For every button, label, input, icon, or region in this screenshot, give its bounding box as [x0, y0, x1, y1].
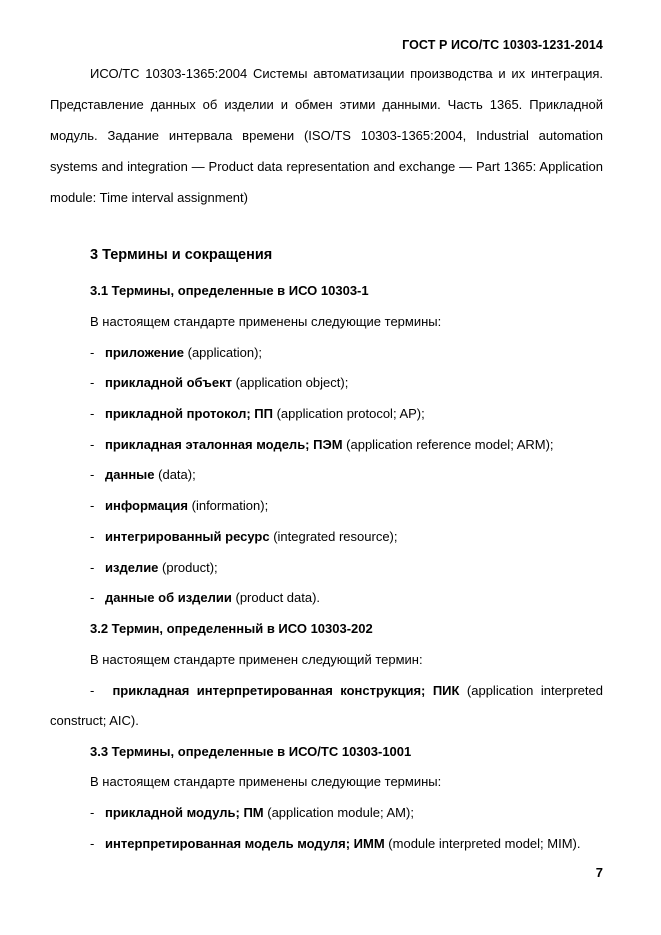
subsection-3-1-intro: В настоящем стандарте применены следующие термины:: [90, 314, 442, 329]
term-item: [90, 836, 580, 851]
term-bold: прикладной протокол; ПП: [105, 406, 273, 421]
term-bold: данные: [105, 467, 155, 482]
bullet-dash: -: [90, 560, 95, 575]
term-bold: прикладной модуль; ПМ: [105, 805, 264, 820]
bullet-dash: -: [90, 498, 95, 513]
term-item: [90, 498, 268, 513]
page-number: 7: [595, 865, 603, 880]
bullet-dash: -: [90, 683, 95, 698]
section-title: 3 Термины и сокращения: [90, 247, 273, 263]
term-desc: (application reference model; ARM);: [342, 437, 554, 452]
bullet-dash: -: [90, 805, 95, 820]
term-bold: прикладная эталонная модель; ПЭМ: [105, 437, 343, 452]
term-bold: интегрированный ресурс: [105, 529, 270, 544]
term-bold: данные об изделии: [105, 590, 232, 605]
bullet-dash: -: [90, 406, 95, 421]
term-desc: (information);: [188, 498, 269, 513]
term-desc: (product data).: [231, 590, 321, 605]
subsection-3-2-intro: В настоящем стандарте применен следующий термин:: [90, 652, 423, 667]
term-item: [90, 805, 414, 820]
bullet-dash: -: [90, 467, 95, 482]
term-bold: изделие: [105, 560, 159, 575]
subsection-3-2-title: 3.2 Термин, определенный в ИСО 10303-202: [90, 621, 373, 636]
term-item: [90, 529, 398, 544]
subsection-3-3-intro: В настоящем стандарте применены следующие термины:: [90, 774, 442, 789]
term-bold: прикладная интерпретированная конструкция; ПИК: [112, 683, 460, 698]
term-desc: (application module; AM);: [263, 805, 414, 820]
term-bold: информация: [105, 498, 189, 513]
bullet-dash: -: [90, 345, 95, 360]
term-bold: приложение: [105, 345, 184, 360]
subsection-3-3-title: 3.3 Термины, определенные в ИСО/ТС 10303-1001: [90, 744, 412, 759]
term-item: [90, 560, 218, 575]
term-bold: прикладной объект: [105, 375, 232, 390]
term-desc: (application interpreted: [466, 683, 603, 698]
term-desc: (module interpreted model; MIM).: [384, 836, 581, 851]
document-header: ГОСТ Р ИСО/ТС 10303-1231-2014: [402, 38, 603, 52]
term-item: [90, 683, 603, 698]
term-desc: (application);: [184, 345, 263, 360]
bullet-dash: -: [90, 437, 95, 452]
term-item: [90, 345, 262, 360]
bullet-dash: -: [90, 836, 95, 851]
subsection-3-1-title: 3.1 Термины, определенные в ИСО 10303-1: [90, 283, 369, 298]
term-desc-continuation: construct; AIC).: [50, 713, 139, 728]
term-item: [90, 467, 196, 482]
bullet-dash: -: [90, 529, 95, 544]
term-bold: интерпретированная модель модуля; ИММ: [105, 836, 385, 851]
term-item: [90, 590, 320, 605]
term-item: [90, 406, 425, 421]
term-item: [90, 375, 348, 390]
bullet-dash: -: [90, 375, 95, 390]
reference-paragraph: [50, 58, 603, 213]
term-item: [90, 437, 554, 452]
term-desc: (integrated resource);: [269, 529, 398, 544]
term-desc: (data);: [154, 467, 196, 482]
reference-text: ИСО/ТС 10303-1365:2004 Системы автоматизации производства и их интеграция. Представление данных об изделии и обмен этими данными. Часть 1365. Прикладной модуль. Задание интервала времени (ISO/TS 10303-1365:2004, Industrial automation systems and integration — Product data representation and exchange — Part 1365: Application module: Time interval assignment): [50, 66, 603, 205]
term-desc: (application protocol; AP);: [272, 406, 425, 421]
term-desc: (product);: [158, 560, 218, 575]
bullet-dash: -: [90, 590, 95, 605]
term-desc: (application object);: [231, 375, 349, 390]
